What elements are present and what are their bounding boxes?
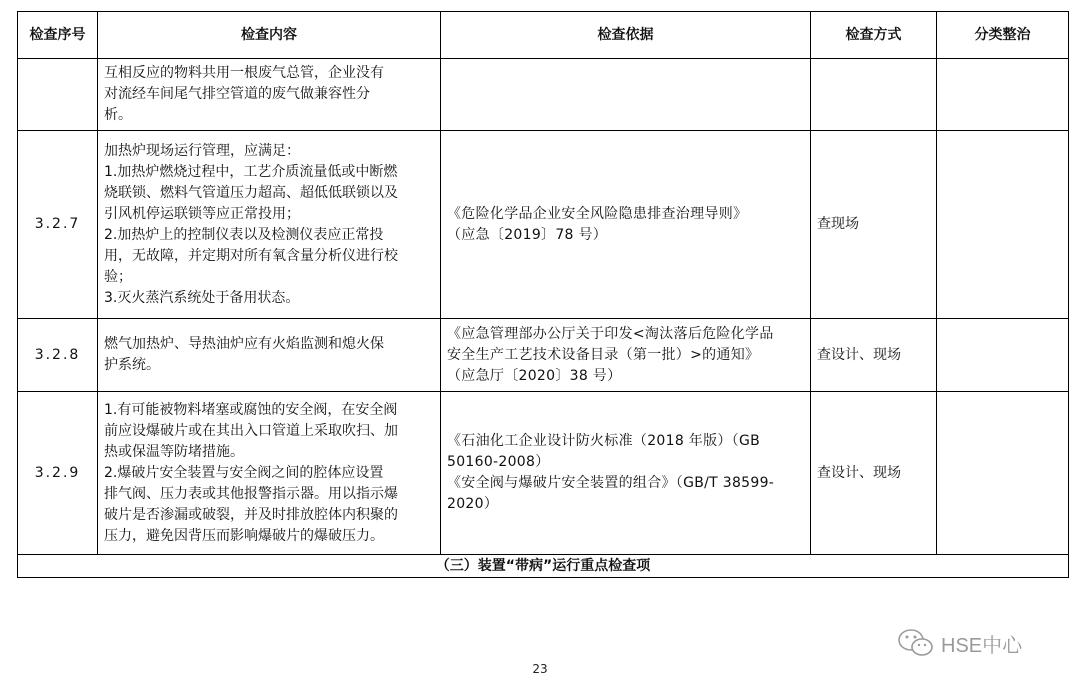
inspection-table (17, 11, 1069, 578)
basis-line: 《应急管理部办公厅关于印发<淘汰落后危险化学品 (447, 325, 774, 342)
row-rectify (937, 392, 1069, 555)
header-rectify: 分类整治 (937, 12, 1069, 59)
content-line: 用，无故障，并定期对所有氧含量分析仪进行校 (104, 247, 398, 264)
page-number: 23 (532, 662, 548, 676)
basis-line: （应急〔2019〕78 号） (447, 226, 608, 243)
row-method: 查现场 (811, 131, 937, 319)
header-basis: 检查依据 (441, 12, 811, 59)
watermark-text: HSE中心 (941, 634, 1023, 657)
content-line: 1.加热炉燃烧过程中，工艺介质流量低或中断燃 (104, 163, 398, 180)
basis-line: （应急厅〔2020〕38 号） (447, 367, 622, 384)
content-line: 验； (104, 268, 132, 285)
content-line: 热或保温等防堵措施。 (104, 443, 244, 460)
content-line: 燃气加热炉、导热油炉应有火焰监测和熄火保 (104, 336, 384, 352)
row-number: 3.2.7 (18, 131, 98, 319)
row-number: 3.2.9 (18, 392, 98, 555)
row-method: 查设计、现场 (811, 392, 937, 555)
row-content (98, 319, 441, 392)
header-row (18, 12, 1069, 59)
content-line: 1.有可能被物料堵塞或腐蚀的安全阀，在安全阀 (104, 401, 398, 418)
section-title: （三）装置“带病”运行重点检查项 (18, 555, 1069, 578)
header-seq-label: 检查序号 (29, 26, 86, 43)
content-line: 烧联锁、燃料气管道压力超高、超低低联锁以及 (104, 184, 398, 201)
row-number: 3.2.8 (18, 319, 98, 392)
content-line: 引风机停运联锁等应正常投用； (104, 205, 300, 222)
row-content (98, 59, 441, 131)
row-rectify (937, 319, 1069, 392)
content-line: 加热炉现场运行管理，应满足： (104, 142, 300, 159)
row-basis (441, 131, 811, 319)
basis-line: 2020） (447, 496, 499, 512)
row-content (98, 131, 441, 319)
basis-line: 《危险化学品企业安全风险隐患排查治理导则》 (447, 205, 748, 222)
content-line: 排气阀、压力表或其他报警指示器。用以指示爆 (104, 485, 398, 502)
basis-line: 安全生产工艺技术设备目录（第一批）>的通知》 (447, 346, 760, 363)
content-line: 析。 (104, 107, 132, 123)
content-line: 互相反应的物料共用一根废气总管，企业没有 (104, 65, 384, 81)
content-line: 破片是否渗漏或破裂，并及时排放腔体内积聚的 (104, 506, 398, 523)
table-row (18, 131, 1069, 319)
header-method: 检查方式 (811, 12, 937, 59)
wechat-icon (897, 628, 935, 658)
row-basis (441, 319, 811, 392)
basis-line: 《安全阀与爆破片安全装置的组合》（GB/T 38599- (447, 475, 775, 491)
content-line: 前应设爆破片或在其出入口管道上采取吹扫、加 (104, 422, 398, 439)
watermark (897, 626, 1022, 660)
row-rectify (937, 59, 1069, 131)
table-row (18, 392, 1069, 555)
basis-line: 50160-2008） (447, 454, 550, 470)
content-line: 2.爆破片安全装置与安全阀之间的腔体应设置 (104, 464, 384, 481)
row-basis (441, 59, 811, 131)
table-row (18, 59, 1069, 131)
content-line: 对流经车间尾气排空管道的废气做兼容性分 (104, 86, 370, 102)
row-content (98, 392, 441, 555)
row-method (811, 59, 937, 131)
row-basis (441, 392, 811, 555)
header-seq (18, 12, 98, 59)
row-number (18, 59, 98, 131)
row-method: 查设计、现场 (811, 319, 937, 392)
content-line: 2.加热炉上的控制仪表以及检测仪表应正常投 (104, 226, 384, 243)
table-row (18, 319, 1069, 392)
content-line: 护系统。 (104, 357, 160, 373)
content-line: 3.灭火蒸汽系统处于备用状态。 (104, 289, 300, 306)
section-row (18, 555, 1069, 578)
basis-line: 《石油化工企业设计防火标准（2018 年版）（GB (447, 433, 761, 449)
header-content: 检查内容 (98, 12, 441, 59)
content-line: 压力，避免因背压而影响爆破片的爆破压力。 (104, 527, 384, 544)
row-rectify (937, 131, 1069, 319)
